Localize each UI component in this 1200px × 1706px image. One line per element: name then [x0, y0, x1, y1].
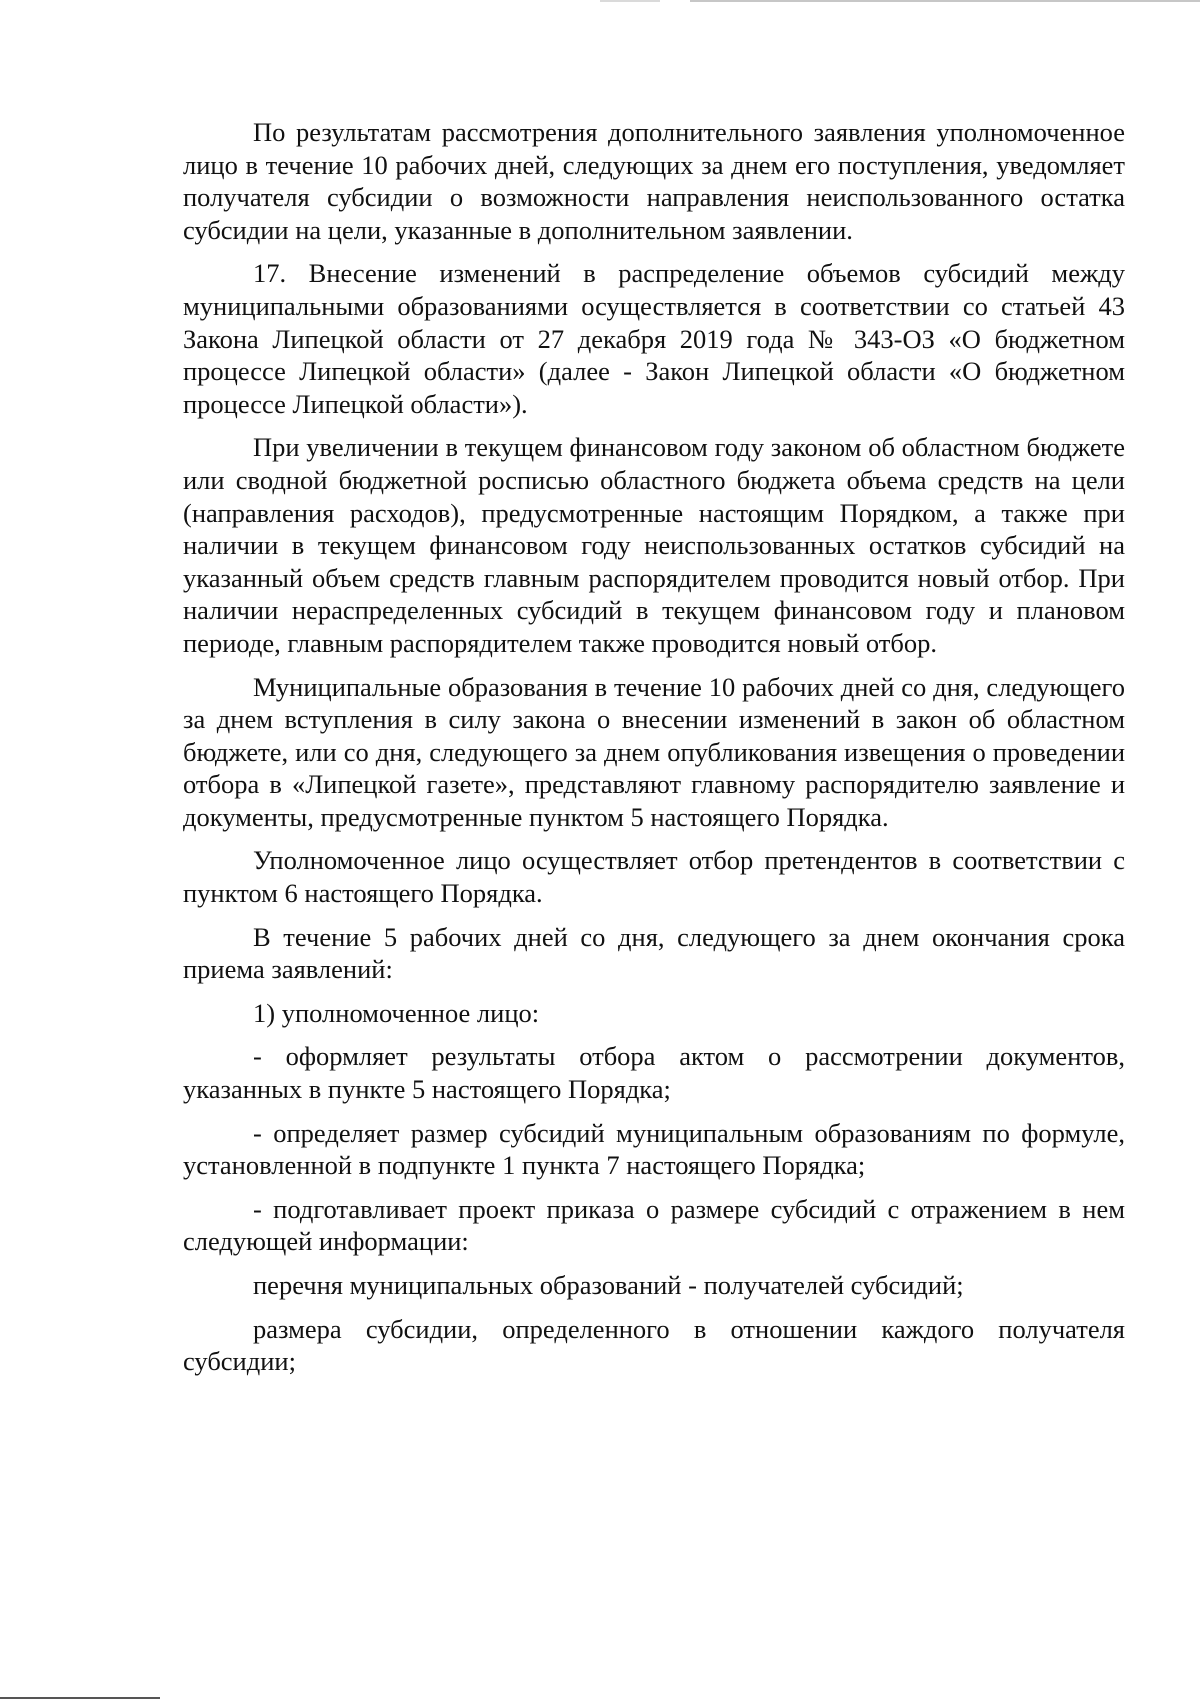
scan-edge-bottom [0, 1697, 160, 1699]
list-item: - определяет размер субсидий муниципальным образованиям по формуле, установленной в подпункте 1 пункта 7 настоящего Порядка; [183, 1117, 1125, 1181]
list-item: 1) уполномоченное лицо: [253, 997, 540, 1028]
list-item: - подготавливает проект приказа о размере субсидий с отражением в нем следующей информации: [183, 1193, 1125, 1257]
scan-edge-top [600, 0, 1200, 2]
document-body [183, 116, 1125, 1389]
paragraph: 17. Внесение изменений в распределение объемов субсидий между муниципальными образованиями осуществляется в соответствии со статьей 43 Закона Липецкой области от 27 декабря 2019 года № 343-ОЗ «О бюджетном процессе Липецкой области» (далее - Закон Липецкой области «О бюджетном процессе Липецкой области»). [183, 258, 1125, 419]
paragraph: В течение 5 рабочих дней со дня, следующего за днем окончания срока приема заявлений: [183, 921, 1125, 985]
paragraph: При увеличении в текущем финансовом году законом об областном бюджете или сводной бюджетной росписью областного бюджета объема средств на цели (направления расходов), предусмотренные настоящим Порядком, а также при наличии в текущем финансовом году неиспользованных остатков субсидий на указанный объем средств главным распорядителем проводится новый отбор. При наличии нераспределенных субсидий в текущем финансовом году и плановом периоде, главным распорядителем также проводится новый отбор. [183, 432, 1125, 658]
list-item: размера субсидии, определенного в отношении каждого получателя субсидии; [183, 1313, 1125, 1377]
paragraph: Муниципальные образования в течение 10 рабочих дней со дня, следующего за днем вступления в силу закона о внесении изменений в закон об областном бюджете, или со дня, следующего за днем опубликования извещения о проведении отбора в «Липецкой газете», представляют главному распорядителю заявление и документы, предусмотренные пунктом 5 настоящего Порядка. [183, 671, 1125, 832]
list-item: перечня муниципальных образований - получателей субсидий; [253, 1270, 964, 1300]
paragraph: Уполномоченное лицо осуществляет отбор претендентов в соответствии с пунктом 6 настоящего Порядка. [183, 845, 1125, 909]
list-item: - оформляет результаты отбора актом о рассмотрении документов, указанных в пункте 5 настоящего Порядка; [183, 1041, 1125, 1105]
paragraph: По результатам рассмотрения дополнительного заявления уполномоченное лицо в течение 10 рабочих дней, следующих за днем его поступления, уведомляет получателя субсидии о возможности направления неиспользованного остатка субсидии на цели, указанные в дополнительном заявлении. [183, 117, 1125, 245]
